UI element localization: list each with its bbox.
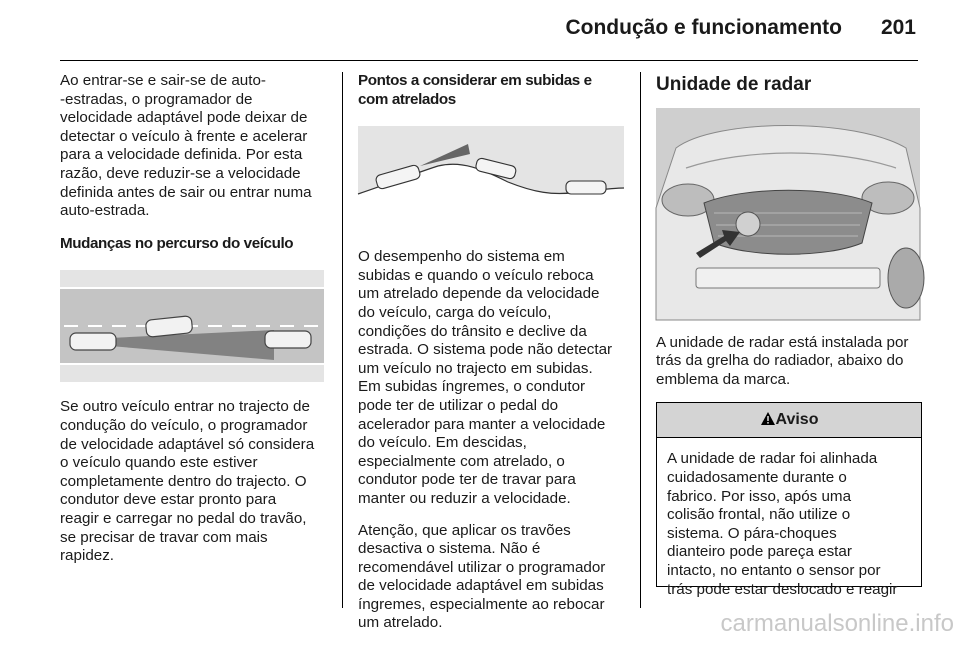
paragraph-radar-location: A unidade de radar está instalada por trás da grelha do radiador, abaixo do emblema da marca. <box>656 333 909 388</box>
subheading-lane-change: Mudanças no percurso do veículo <box>60 234 294 252</box>
page-number: 201 <box>880 16 916 39</box>
column-middle <box>358 72 624 646</box>
paragraph-motorway: Ao entrar-se e sair-se de auto- -estradas, o programador de velocidade adaptável pode deixar de detectar o veículo à frente e acelerar para a velocidade definida. Por esta razão, deve reduzir-se a velocidade definida antes de sair ou entrar numa auto-estrada. <box>60 72 312 220</box>
header-rule <box>60 60 918 61</box>
radar-unit-photo <box>656 108 920 320</box>
paragraph-brakes: Atenção, que aplicar os travões desactiva o sistema. Não é recomendável utilizar o programador de velocidade adaptável em subidas íngremes, especialmente ao rebocar um atrelado. <box>358 521 606 632</box>
page-header-title: Condução e funcionamento <box>565 16 842 39</box>
warning-triangle-icon <box>760 411 776 426</box>
column-right <box>656 72 922 598</box>
warning-header <box>657 403 921 438</box>
column-divider <box>342 72 343 608</box>
warning-label: Aviso <box>775 411 819 429</box>
subheading-hills-trailers: Pontos a considerar em subidas e com atrelados <box>358 72 592 108</box>
section-title-radar: Unidade de radar <box>656 74 812 95</box>
warning-text: A unidade de radar foi alinhada cuidadosamente durante o fabrico. Por isso, após uma colisão frontal, não utilize o sistema. O pára-choques dianteiro pode pareça estar intacto, no entanto o sensor por trás pode estar deslocado e reagir <box>667 450 898 598</box>
column-left <box>60 72 326 579</box>
column-divider <box>640 72 641 608</box>
watermark: carmanualsonline.info <box>720 610 954 637</box>
lane-change-illustration <box>60 270 324 382</box>
paragraph-hill-performance: O desempenho do sistema em subidas e quando o veículo reboca um atrelado depende da velocidade do veículo, carga do veículo, condições do trânsito e declive da estrada. O sistema pode não detectar um veículo no trajecto em subidas. Em subidas íngremes, o condutor pode ter de utilizar o pedal do acelerador para manter a velocidade do veículo. Em descidas, especialmente com atrelado, o condutor pode ter de travar para manter ou reduzir a velocidade. <box>358 248 613 507</box>
warning-box <box>656 402 922 598</box>
paragraph-vehicle-path: Se outro veículo entrar no trajecto de condução do veículo, o programador de velocidade adaptável só considera o veículo quando este estiver completamente dentro do trajecto. O condutor deve estar pronto para reagir e carregar no pedal do travão, se precisar de travar com mais rapidez. <box>60 398 315 565</box>
hill-illustration <box>358 126 624 236</box>
